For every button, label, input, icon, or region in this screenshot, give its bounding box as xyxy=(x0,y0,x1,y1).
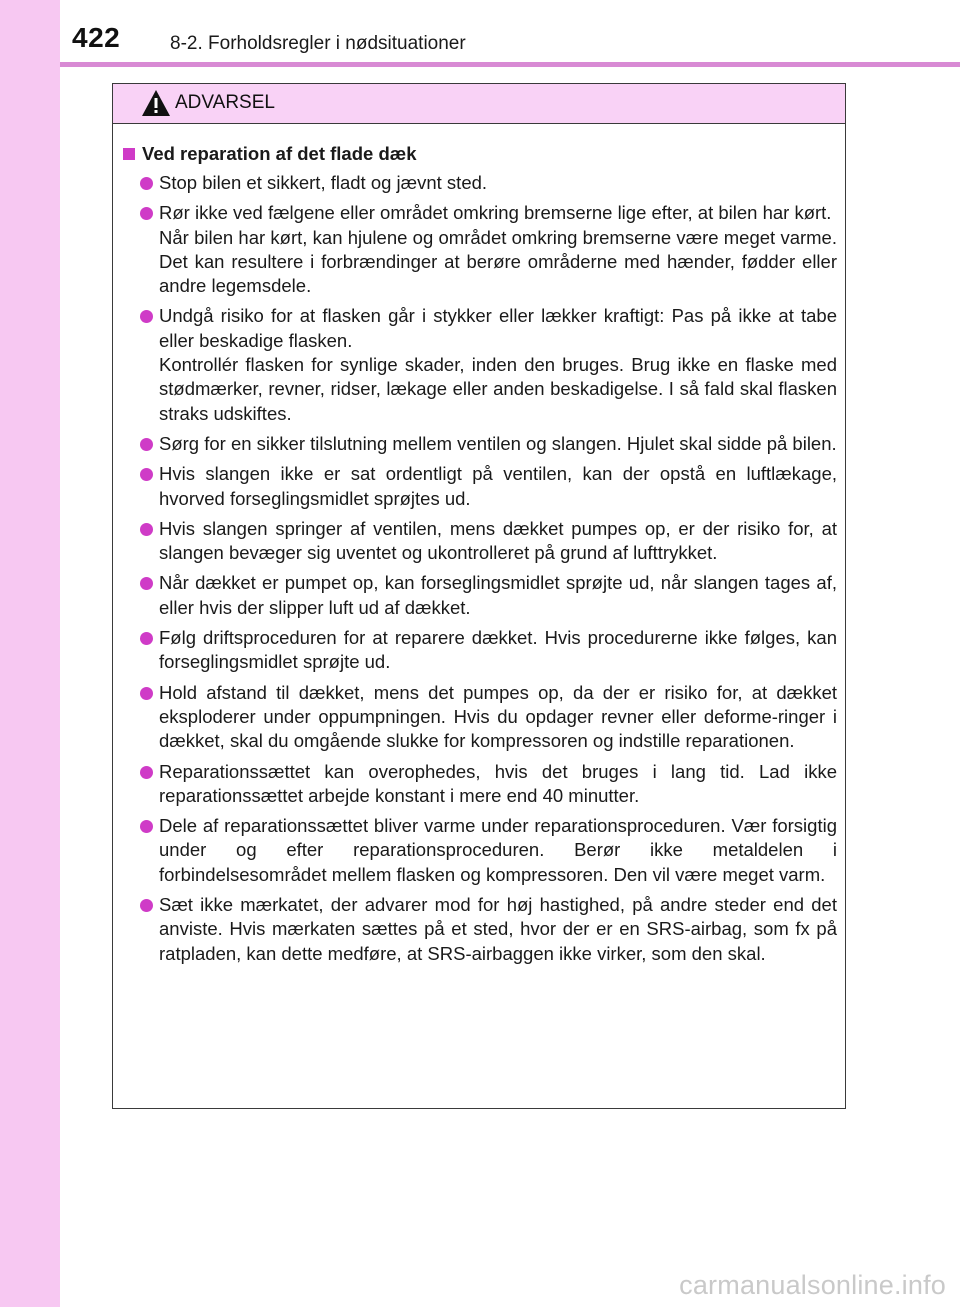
bullet-text xyxy=(159,760,837,809)
bullet-text xyxy=(159,432,837,456)
bullet-paragraph: Hold afstand til dækket, mens det pumpes op, da der er risiko for, at dækket eksploderer under oppumpningen. Hvis du opdager revner eller deforme-ringer i dækket, skal du omgående slukke for kompressoren og indstille reparationen. xyxy=(159,681,837,752)
bullet-text xyxy=(159,681,837,754)
list-item xyxy=(123,760,837,809)
bullet-paragraph: Hvis slangen springer af ventilen, mens dækket pumpes op, er der risiko for, at slangen bevæger sig uventet og ukontrolleret på grund af lufttrykket. xyxy=(159,517,837,564)
list-item xyxy=(123,171,837,195)
bullet-paragraph: Rør ikke ved fælgene eller området omkring bremserne lige efter, at bilen har kørt. xyxy=(159,202,832,224)
list-item xyxy=(123,571,837,620)
bullet-paragraph: Dele af reparationssættet bliver varme under reparationsproceduren. Vær forsigtig under og efter reparationsproceduren. Berør ikke metaldelen i forbindelsesområdet mellem flasken og kompressoren. Den vil være meget varm. xyxy=(159,815,837,885)
bullet-paragraph: Sørg for en sikker tilslutning mellem ventilen og slangen. Hjulet skal sidde på bilen. xyxy=(159,432,837,454)
page-number: 422 xyxy=(72,22,121,53)
bullet-dot-icon xyxy=(140,632,153,645)
watermark: carmanualsonline.info xyxy=(679,1270,946,1300)
bullet-dot-icon xyxy=(140,177,153,190)
bullet-dot-icon xyxy=(140,766,153,779)
bullet-dot-icon xyxy=(140,438,153,451)
warning-subheading-text: Ved reparation af det flade dæk xyxy=(142,143,417,164)
bullet-paragraph: Når bilen har kørt, kan hjulene og området omkring bremserne være meget varme. Det kan resultere i forbrændinger at berøre områderne med hænder, fødder eller andre legemsdele. xyxy=(159,226,837,297)
square-bullet-icon xyxy=(123,148,135,160)
bullet-text xyxy=(159,201,837,298)
bullet-paragraph: Sæt ikke mærkatet, der advarer mod for høj hastighed, på andre steder end det anviste. Hvis mærkaten sættes på et sted, hvor der er en SRS-airbag, som fx på ratpladen, kan dette medføre, at SRS-airbaggen ikke virker, som den skal. xyxy=(159,894,837,964)
header-divider xyxy=(60,62,960,67)
list-item xyxy=(123,201,837,298)
bullet-dot-icon xyxy=(140,468,153,481)
warning-body xyxy=(113,124,845,966)
bullet-dot-icon xyxy=(140,820,153,833)
side-tab-strip xyxy=(0,0,60,1307)
bullet-text xyxy=(159,462,837,511)
warning-triangle-icon xyxy=(141,89,171,117)
list-item xyxy=(123,432,837,456)
bullet-text xyxy=(159,517,837,566)
bullet-text xyxy=(159,171,837,195)
bullet-dot-icon xyxy=(140,523,153,536)
warning-box xyxy=(112,83,846,1109)
list-item xyxy=(123,893,837,966)
list-item xyxy=(123,626,837,675)
warning-header xyxy=(113,84,845,124)
list-item xyxy=(123,517,837,566)
bullet-dot-icon xyxy=(140,687,153,700)
bullet-text xyxy=(159,304,837,425)
bullet-paragraph: Undgå risiko for at flasken går i stykker eller lækker kraftigt: Pas på ikke at tabe eller beskadige flasken. xyxy=(159,305,837,351)
warning-bullet-list xyxy=(123,171,837,966)
bullet-dot-icon xyxy=(140,577,153,590)
bullet-paragraph: Kontrollér flasken for synlige skader, inden den bruges. Brug ikke en flaske med stødmærker, revner, ridser, lækage eller anden beskadigelse. I så fald skal flasken straks udskiftes. xyxy=(159,354,837,424)
bullet-text xyxy=(159,626,837,675)
list-item xyxy=(123,814,837,887)
bullet-dot-icon xyxy=(140,207,153,220)
section-title: 8-2. Forholdsregler i nødsituationer xyxy=(170,33,466,54)
bullet-paragraph: Når dækket er pumpet op, kan forseglingsmidlet sprøjte ud, når slangen tages af, eller hvis der slipper luft ud af dækket. xyxy=(159,572,837,618)
bullet-dot-icon xyxy=(140,899,153,912)
bullet-paragraph: Reparationssættet kan overophedes, hvis det bruges i lang tid. Lad ikke reparationssættet arbejde konstant i mere end 40 minutter. xyxy=(159,760,837,806)
list-item xyxy=(123,681,837,754)
warning-subheading xyxy=(123,142,837,166)
bullet-paragraph: Følg driftsproceduren for at reparere dækket. Hvis procedurerne ikke følges, kan forseglingsmidlet sprøjte ud. xyxy=(159,627,837,673)
list-item xyxy=(123,462,837,511)
bullet-dot-icon xyxy=(140,310,153,323)
bullet-text xyxy=(159,893,837,966)
warning-label: ADVARSEL xyxy=(175,92,275,113)
bullet-text xyxy=(159,814,837,887)
bullet-paragraph: Stop bilen et sikkert, fladt og jævnt sted. xyxy=(159,172,488,193)
bullet-text xyxy=(159,571,837,620)
bullet-paragraph: Hvis slangen ikke er sat ordentligt på ventilen, kan der opstå en luftlækage, hvorved forseglingsmidlet sprøjtes ud. xyxy=(159,463,837,509)
list-item xyxy=(123,304,837,425)
